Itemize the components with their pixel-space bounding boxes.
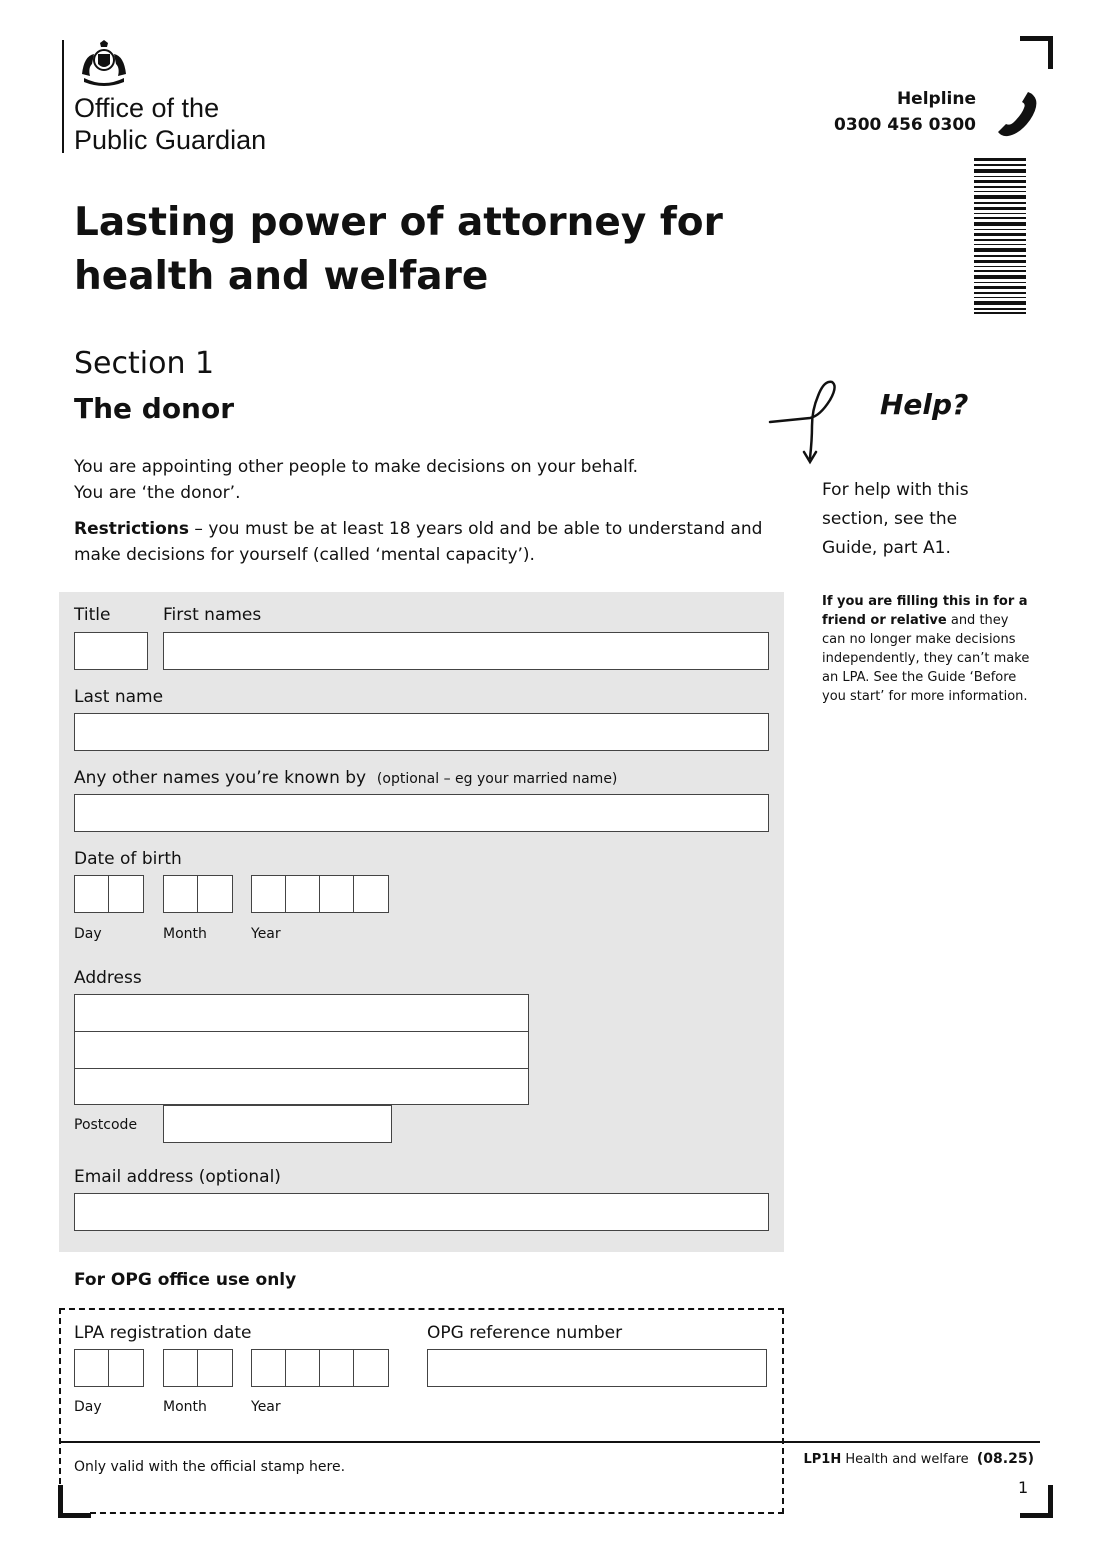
restrictions-text: – you must be at least 18 years old and be able to understand and make decisions for yourself (called ‘mental capacity’).	[74, 519, 763, 565]
last-name-input[interactable]	[74, 713, 769, 751]
registration-month-label: Month	[163, 1399, 207, 1415]
postcode-input[interactable]	[163, 1105, 392, 1143]
address-line-input[interactable]	[75, 1069, 528, 1106]
donor-details-panel	[59, 592, 784, 1252]
footer-rule	[59, 1441, 1040, 1443]
section-number: Section 1	[74, 346, 215, 381]
form-version: (08.25)	[976, 1451, 1034, 1467]
helpline	[834, 86, 976, 138]
intro-line1: You are appointing other people to make decisions on your behalf.	[74, 457, 638, 477]
email-label: Email address (optional)	[74, 1167, 281, 1187]
postcode-label: Postcode	[74, 1117, 138, 1133]
email-input[interactable]	[74, 1193, 769, 1231]
registration-date-label: LPA registration date	[74, 1323, 252, 1343]
restrictions-paragraph	[74, 516, 774, 568]
intro-paragraph	[74, 454, 774, 506]
help-text: For help with this section, see the Guide, part A1.	[822, 480, 969, 558]
dob-day-label: Day	[74, 926, 102, 942]
other-names-input[interactable]	[74, 794, 769, 832]
help-note-bold: If you are filling this in for a friend or relative	[822, 594, 1028, 628]
office-use-box-bottom	[90, 1512, 784, 1514]
title-label: Title	[74, 605, 111, 625]
corner-mark-bottom-right	[1020, 1485, 1053, 1518]
reference-number-label: OPG reference number	[427, 1323, 623, 1343]
address-input-group	[74, 994, 529, 1105]
org-name-line2: Public Guardian	[74, 125, 267, 155]
dob-month-label: Month	[163, 926, 207, 942]
first-names-label: First names	[163, 605, 262, 625]
other-names-hint: (optional – eg your married name)	[376, 771, 618, 787]
registration-month-input[interactable]	[163, 1349, 233, 1387]
barcode-icon	[974, 158, 1026, 314]
intro-line2: You are ‘the donor’.	[74, 483, 241, 503]
reference-number-input[interactable]	[427, 1349, 767, 1387]
address-line-input[interactable]	[75, 1032, 528, 1069]
registration-year-input[interactable]	[251, 1349, 389, 1387]
form-name: Health and welfare	[845, 1452, 969, 1467]
document-title	[74, 196, 774, 304]
help-arrow-icon	[768, 366, 868, 466]
royal-coat-of-arms-icon	[78, 40, 130, 86]
registration-year-label: Year	[251, 1399, 281, 1415]
address-label: Address	[74, 968, 142, 988]
corner-mark-top-right	[1020, 36, 1053, 69]
registration-day-label: Day	[74, 1399, 102, 1415]
stamp-note: Only valid with the official stamp here.	[74, 1459, 346, 1475]
office-use-heading: For OPG office use only	[74, 1270, 297, 1290]
page-number: 1	[1018, 1478, 1029, 1497]
dob-year-label: Year	[251, 926, 281, 942]
dob-year-input[interactable]	[251, 875, 389, 913]
help-note	[822, 592, 1032, 706]
title-line2: health and welfare	[74, 254, 489, 299]
dob-day-input[interactable]	[74, 875, 144, 913]
organisation-name	[74, 92, 266, 156]
helpline-number: 0300 456 0300	[834, 115, 976, 135]
corner-mark-bottom-left	[58, 1485, 91, 1518]
org-name-line1: Office of the	[74, 93, 220, 123]
form-code	[803, 1451, 1034, 1467]
title-input[interactable]	[74, 632, 148, 670]
help-note-text: and they can no longer make decisions independently, they can’t make an LPA. See the Guide ‘Before you start’ for more information.	[822, 613, 1030, 704]
address-line-input[interactable]	[75, 995, 528, 1032]
phone-icon	[994, 88, 1040, 138]
registration-day-input[interactable]	[74, 1349, 144, 1387]
help-title: Help?	[880, 388, 969, 421]
restrictions-label: Restrictions	[74, 519, 190, 539]
last-name-label: Last name	[74, 687, 164, 707]
dob-label: Date of birth	[74, 849, 182, 869]
logo-rule	[62, 40, 64, 153]
other-names-label	[74, 767, 617, 790]
first-names-input[interactable]	[163, 632, 769, 670]
section-title: The donor	[74, 392, 235, 425]
title-line1: Lasting power of attorney for	[74, 200, 723, 245]
dob-month-input[interactable]	[163, 875, 233, 913]
section-intro	[74, 454, 774, 578]
helpline-label: Helpline	[896, 89, 976, 109]
other-names-label-text: Any other names you’re known by	[74, 768, 367, 788]
form-code-id: LP1H	[803, 1452, 842, 1467]
